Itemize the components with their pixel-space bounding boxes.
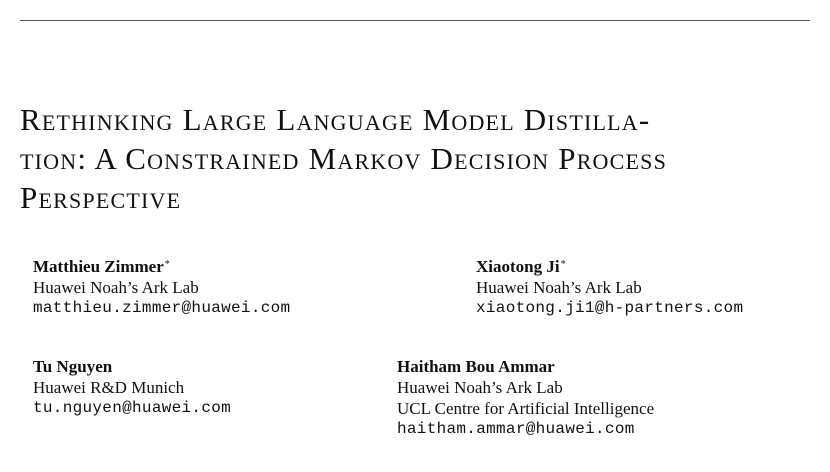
author-affiliation: Huawei R&D Munich xyxy=(33,378,185,397)
author-email[interactable]: matthieu.zimmer@huawei.com xyxy=(33,299,291,317)
author-block-zimmer xyxy=(33,256,290,319)
author-block-bou-ammar xyxy=(397,356,654,440)
header-rule xyxy=(20,20,810,21)
author-email[interactable]: xiaotong.ji1@h-partners.com xyxy=(476,299,744,317)
author-affiliation: Huawei Noah’s Ark Lab xyxy=(397,378,563,397)
author-name: Xiaotong Ji* xyxy=(476,257,566,276)
author-affiliation: Huawei Noah’s Ark Lab xyxy=(476,278,642,297)
title-line: tion: A Constrained Markov Decision Process xyxy=(20,141,668,176)
author-email[interactable]: haitham.ammar@huawei.com xyxy=(397,420,635,438)
title-line: Rethinking Large Language Model Distilla- xyxy=(20,102,651,137)
author-name: Haitham Bou Ammar xyxy=(397,357,555,376)
equal-contribution-mark: * xyxy=(560,259,566,270)
equal-contribution-mark: * xyxy=(164,259,170,270)
paper-title xyxy=(20,100,820,217)
title-line: Perspective xyxy=(20,180,182,215)
author-affiliation: Huawei Noah’s Ark Lab xyxy=(33,278,199,297)
author-name: Tu Nguyen xyxy=(33,357,113,376)
author-email[interactable]: tu.nguyen@huawei.com xyxy=(33,399,232,417)
author-block-ji xyxy=(476,256,743,319)
author-name: Matthieu Zimmer* xyxy=(33,257,170,276)
author-block-nguyen xyxy=(33,356,231,419)
author-affiliation: UCL Centre for Artificial Intelligence xyxy=(397,399,655,418)
